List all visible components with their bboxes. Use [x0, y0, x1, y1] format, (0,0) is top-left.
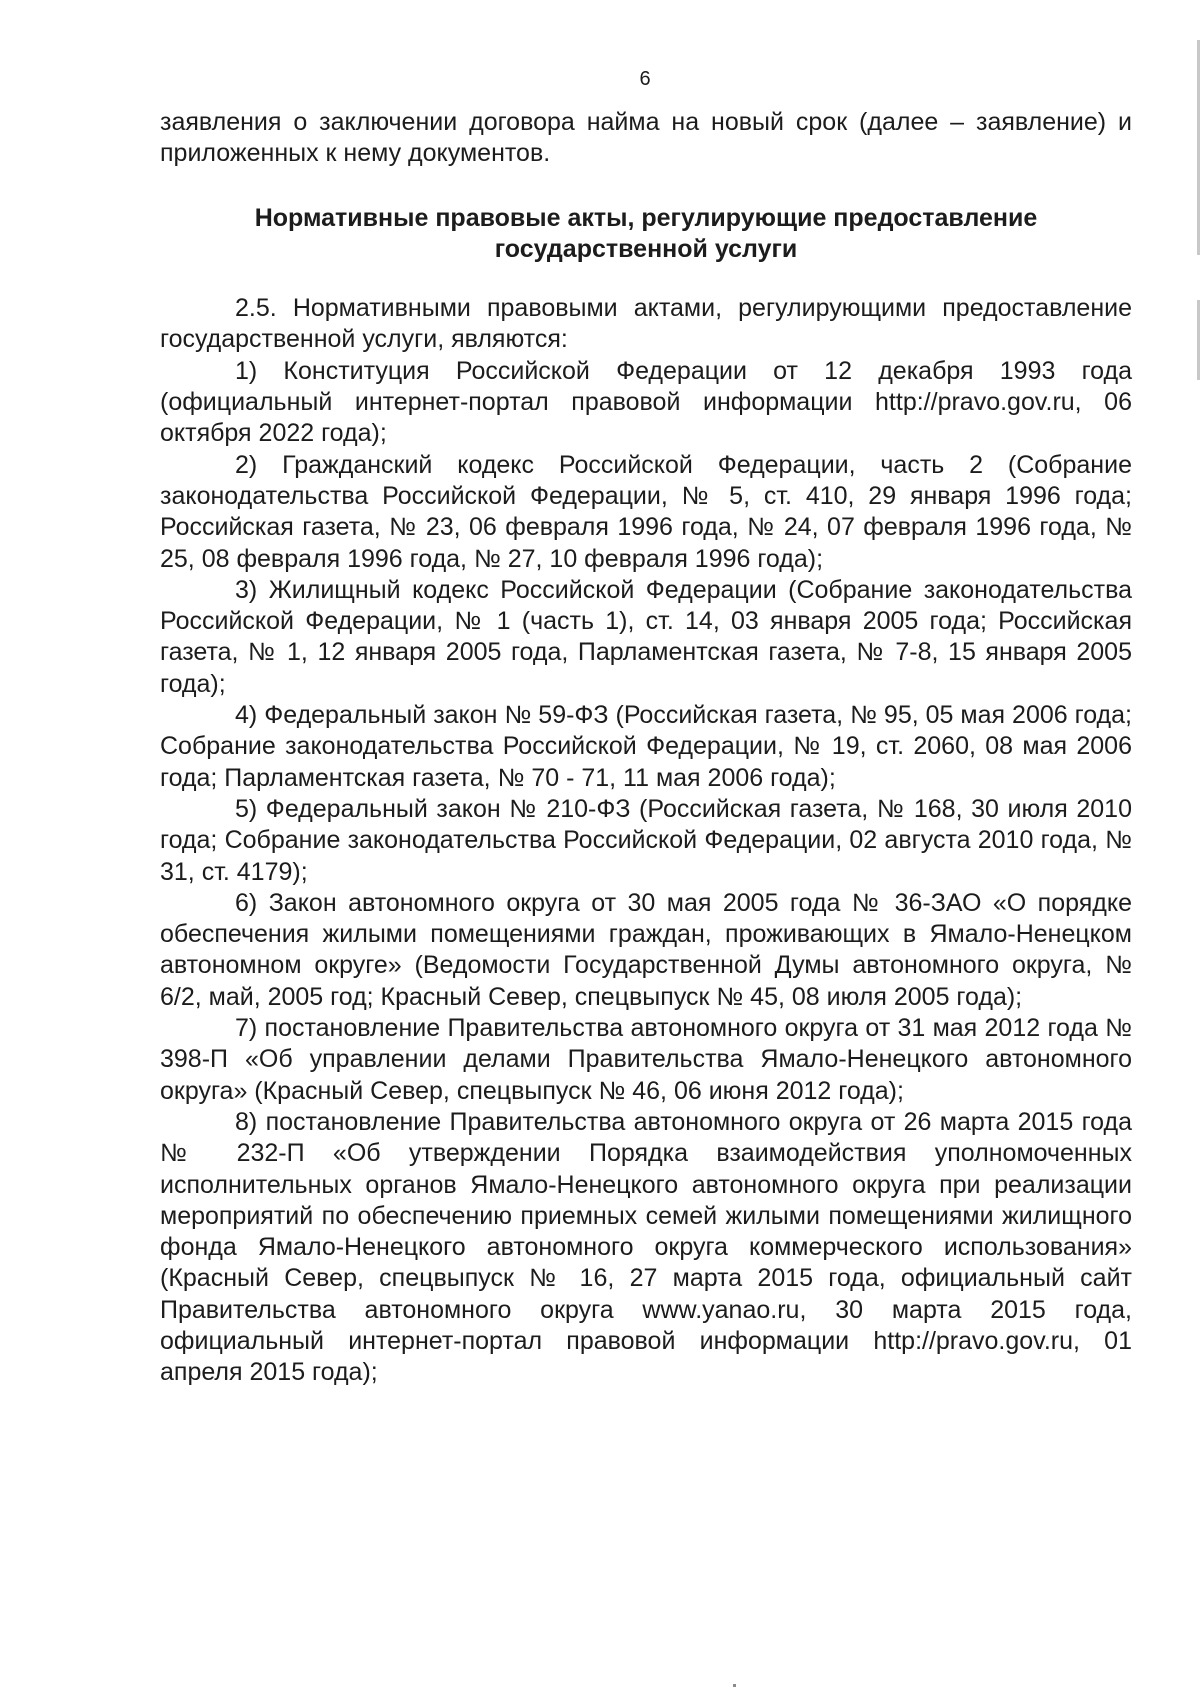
intro-paragraph: заявления о заключении договора найма на новый срок (далее – заявление) и приложенных к нему документов.: [160, 108, 1132, 168]
list-item-4: 4) Федеральный закон № 59-ФЗ (Российская газета, № 95, 05 мая 2006 года; Собрание законодательства Российской Федерации, № 19, ст. 2060, 08 мая 2006 года; Парламентская газета, № 70 - 71, 11 мая 2006 года);: [160, 701, 1132, 792]
page-number: 6: [639, 68, 651, 90]
section-heading: Нормативные правовые акты, регулирующие предоставление государственной услуги: [254, 203, 1038, 263]
list-item-7: 7) постановление Правительства автономного округа от 31 мая 2012 года № 398-П «Об управлении делами Правительства Ямало-Ненецкого автономного округа» (Красный Север, спецвыпуск № 46, 06 июня 2012 года);: [160, 1014, 1132, 1105]
list-item-3: 3) Жилищный кодекс Российской Федерации (Собрание законодательства Российской Федерации, № 1 (часть 1), ст. 14, 03 января 2005 года; Российская газета, № 1, 12 января 2005 года, Парламентская газета, № 7-8, 15 января 2005 года);: [160, 575, 1132, 698]
document-body: [160, 107, 1132, 1389]
list-item-5: 5) Федеральный закон № 210-ФЗ (Российская газета, № 168, 30 июля 2010 года; Собрание законодательства Российской Федерации, 02 августа 2010 года, № 31, ст. 4179);: [160, 794, 1132, 886]
list-item-6: 6) Закон автономного округа от 30 мая 2005 года № 36-ЗАО «О порядке обеспечения жилыми помещениями граждан, проживающих в Ямало-Ненецком автономном округе» (Ведомости Государственной Думы автономного округа, № 6/2, май, 2005 год; Красный Север, спецвыпуск № 45, 08 июля 2005 года);: [160, 888, 1132, 1011]
list-item-1: 1) Конституция Российской Федерации от 12 декабря 1993 года (официальный интернет-портал правовой информации http://pravo.gov.ru, 06 октября 2022 года);: [160, 356, 1132, 448]
clause-2-5: 2.5. Нормативными правовыми актами, регулирующими предоставление государственной услуги, являются:: [160, 294, 1132, 354]
list-item-8: 8) постановление Правительства автономного округа от 26 марта 2015 года № 232-П «Об утверждении Порядка взаимодействия уполномоченных исполнительных органов Ямало-Ненецкого автономного округа при реализации мероприятий по обеспечению приемных семей жилыми помещениями жилищного фонда Ямало-Ненецкого автономного округа коммерческого использования» (Красный Север, спецвыпуск № 16, 27 марта 2015 года, официальный сайт Правительства автономного округа www.yanao.ru, 30 марта 2015 года, официальный интернет-портал правовой информации http://pravo.gov.ru, 01 апреля 2015 года);: [160, 1107, 1132, 1387]
scan-speck: [733, 1684, 736, 1687]
list-item-2: 2) Гражданский кодекс Российской Федерации, часть 2 (Собрание законодательства Российской Федерации, № 5, ст. 410, 29 января 1996 года; Российская газета, № 23, 06 февраля 1996 года, № 24, 07 февраля 1996 года, № 25, 08 февраля 1996 года, № 27, 10 февраля 1996 года);: [160, 450, 1132, 573]
